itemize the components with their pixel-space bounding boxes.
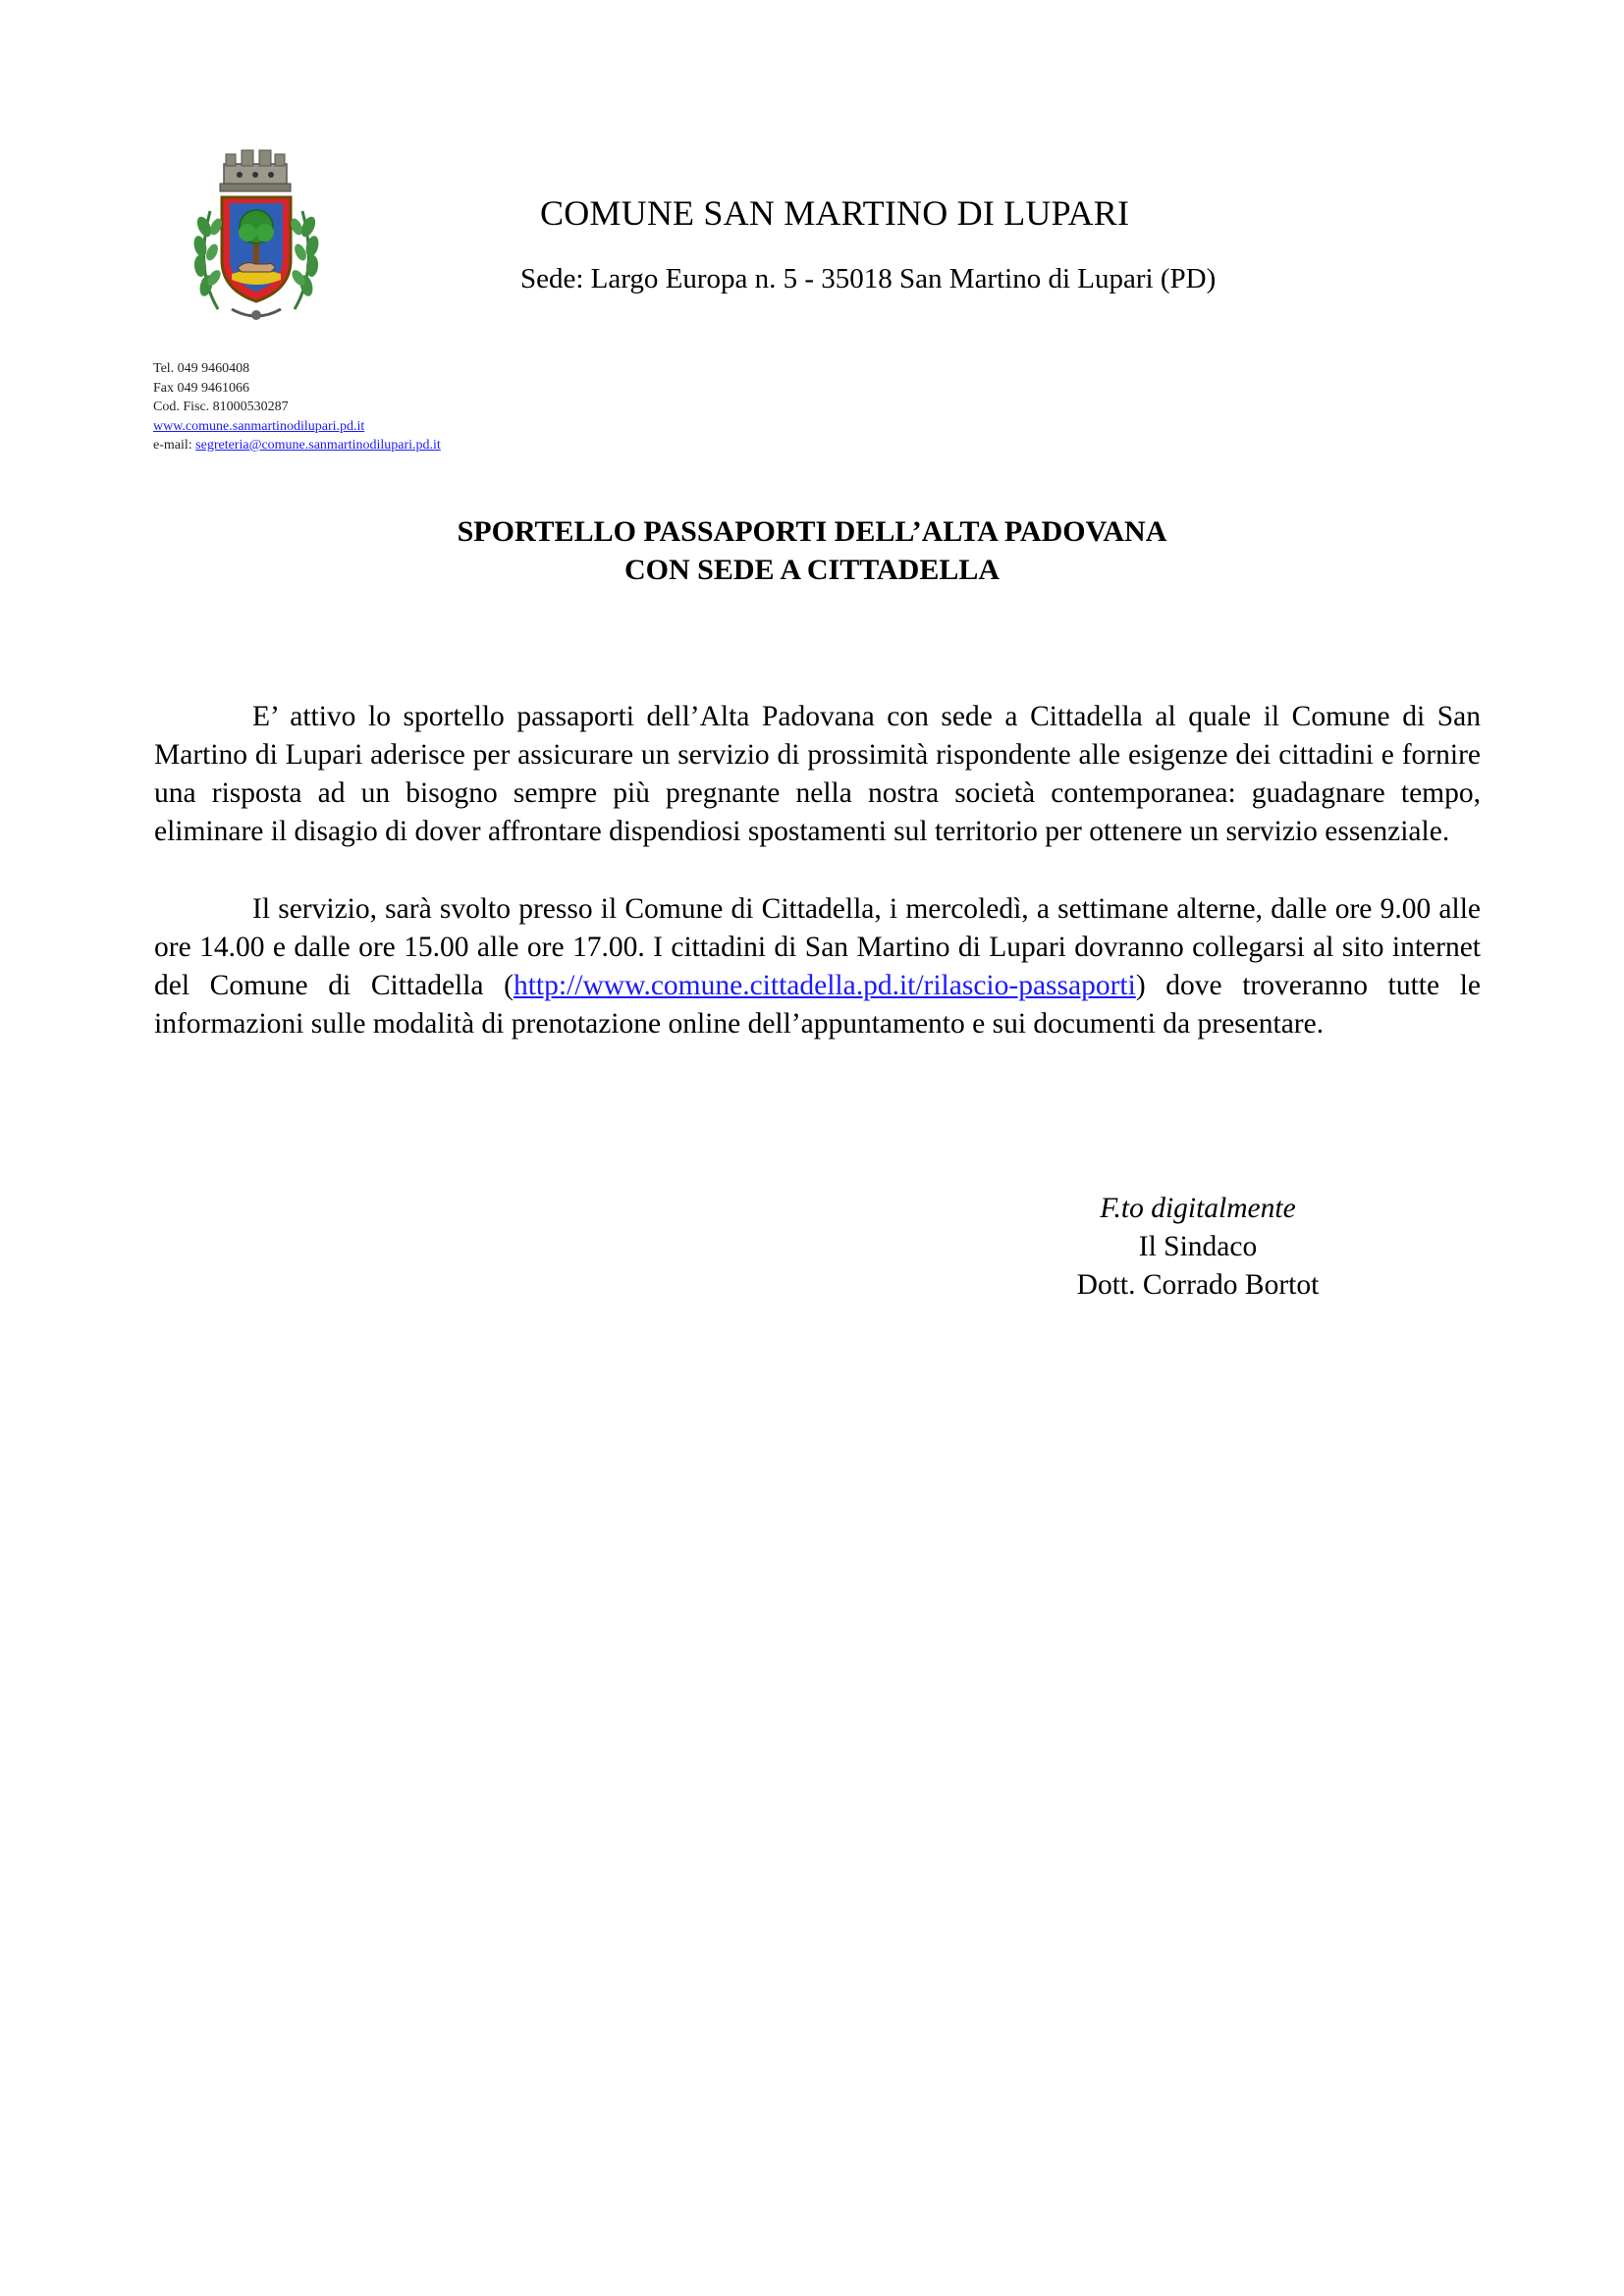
website-link[interactable]: www.comune.sanmartinodilupari.pd.it (153, 418, 365, 434)
contact-block (153, 359, 441, 455)
passport-info-link[interactable]: http://www.comune.cittadella.pd.it/rilascio-passaporti (513, 970, 1136, 1001)
signatory-role: Il Sindaco (1138, 1231, 1258, 1262)
body-paragraph-2-text-before: Il servizio, sarà svolto presso il Comune di Cittadella, i mercoledì, a settimane alterne, dalle ore 9.00 alle ore 14.00 e dalle ore 15.00 alle ore 17.00. I cittadini di San Martino di Lupari dovranno collegarsi al sito internet del Comune di Cittadella ( (154, 893, 1481, 1001)
municipality-name: COMUNE SAN MARTINO DI LUPARI (540, 193, 1130, 233)
document-title (0, 512, 1624, 589)
body-paragraph-2 (154, 890, 1481, 1043)
municipality-address: Sede: Largo Europa n. 5 - 35018 San Martino di Lupari (PD) (520, 263, 1217, 294)
contact-fax: Fax 049 9461066 (153, 380, 249, 396)
email-link[interactable]: segreteria@comune.sanmartinodilupari.pd.it (195, 438, 441, 453)
body-paragraph-1: E’ attivo lo sportello passaporti dell’Alta Padovana con sede a Cittadella al quale il Comune di San Martino di Lupari aderisce per assicurare un servizio di prossimità rispondente alle esigenze dei cittadini e fornire una risposta ad un bisogno sempre più pregnante nella nostra società contemporanea: guadagnare tempo, eliminare il disagio di dover affrontare dispendiosi spostamenti sul territorio per ottenere un servizio essenziale. (154, 701, 1481, 847)
body-paragraph-2-text-after: ) dove troveranno tutte le informazioni sulle modalità di prenotazione online dell’appuntamento e sui documenti da presentare. (154, 970, 1481, 1040)
document-body (154, 698, 1481, 1083)
signatory-name: Dott. Corrado Bortot (1076, 1269, 1320, 1301)
document-title-line1: SPORTELLO PASSAPORTI DELL’ALTA PADOVANA (457, 515, 1167, 548)
signature-block (982, 1190, 1414, 1305)
email-label: e-mail: (153, 438, 196, 453)
contact-tel: Tel. 049 9460408 (153, 361, 250, 376)
digital-signature-note: F.to digitalmente (1100, 1193, 1296, 1224)
document-title-line2: CON SEDE A CITTADELLA (623, 554, 1001, 586)
contact-tax-code: Cod. Fisc. 81000530287 (153, 400, 289, 414)
municipal-coat-of-arms-icon (183, 142, 330, 329)
